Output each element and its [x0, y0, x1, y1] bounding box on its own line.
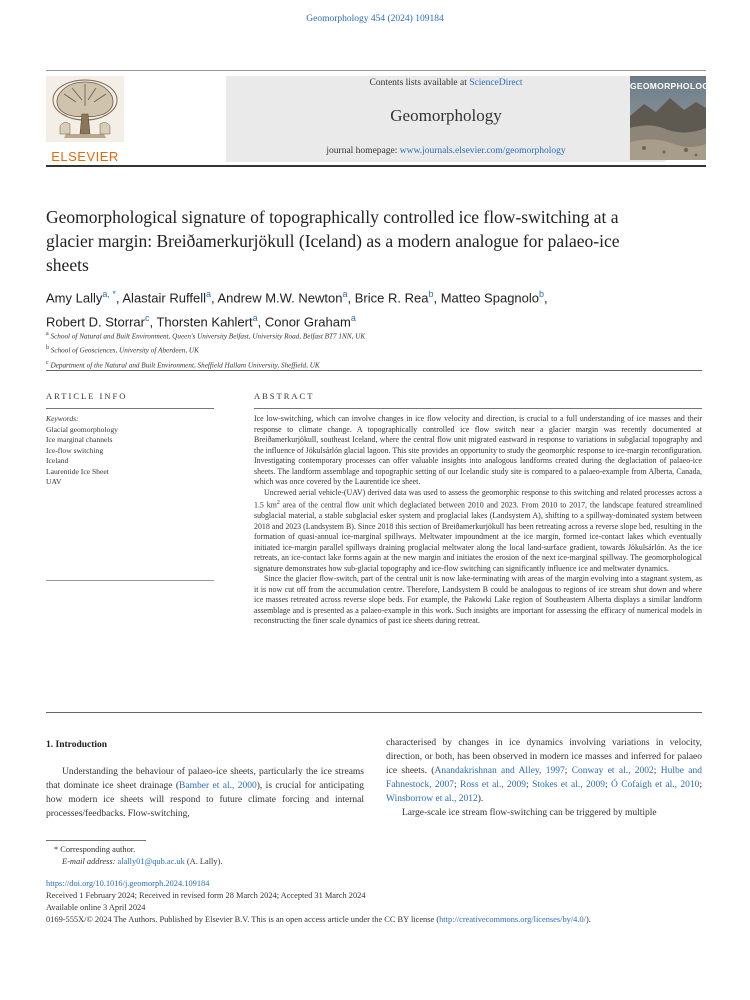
keywords-label: Keywords:	[46, 414, 79, 423]
journal-banner	[226, 76, 666, 162]
body-text: ;	[699, 780, 703, 790]
affiliation-text: School of Natural and Built Environment, Queen's University Belfast, University Road, Belfast BT7 1NN, UK	[50, 332, 366, 341]
body-paragraph	[386, 736, 702, 806]
author-separator: ,	[210, 290, 218, 306]
affiliation-marker[interactable]: a	[252, 313, 258, 324]
body-text: ), is crucial for anticipating how modern ice sheets will respond to future climate forcing and internal processes/feedbacks. Flow-switching,	[46, 781, 364, 819]
author-name[interactable]: Andrew M.W. Newton	[217, 290, 343, 306]
abstract-heading: ABSTRACT	[254, 391, 315, 401]
keyword: Laurentide Ice Sheet	[46, 466, 109, 476]
header-top-rule	[46, 70, 706, 71]
doi-link[interactable]: https://doi.org/10.1016/j.geomorph.2024.109184	[46, 879, 210, 888]
author-name[interactable]: Robert D. Storrar	[46, 314, 145, 330]
footnote-rule	[46, 840, 146, 841]
affiliation-label: c	[46, 359, 49, 366]
affiliation-item	[46, 328, 686, 342]
keywords-bottom-rule	[46, 580, 214, 581]
license-link[interactable]: http://creativecommons.org/licenses/by/4.0/	[439, 915, 586, 924]
citation-link[interactable]: Ross et al., 2009	[460, 780, 527, 790]
abstract-paragraph	[254, 488, 702, 575]
body-text: ;	[454, 780, 461, 790]
affiliation-text: Department of the Natural and Built Environment, Sheffield Hallam University, Sheffield, UK	[50, 361, 320, 370]
homepage-link[interactable]: www.journals.elsevier.com/geomorphology	[399, 146, 566, 156]
citation-link[interactable]: Bamber et al., 2000	[179, 781, 257, 791]
affiliation-marker[interactable]: a	[205, 289, 211, 299]
author-separator: ,	[347, 290, 355, 306]
affiliation-marker[interactable]: b	[539, 289, 545, 299]
abstract-text-span: Uncrewed aerial vehicle-(UAV) derived data was used to assess the geomorphic response to this switching and related processes across a 1.5 km	[254, 487, 702, 510]
article-title: Geomorphological signature of topographically controlled ice flow-switching at a glacier margin: Breiðamerkurjökull (Iceland) as a modern analogue for palaeo-ice sheets	[46, 207, 620, 275]
author-name[interactable]: Thorsten Kahlert	[156, 314, 253, 330]
affiliation-text: School of Geosciences, University of Aberdeen, UK	[50, 346, 199, 355]
body-text: ;	[604, 780, 611, 790]
email-label: E-mail address:	[62, 857, 118, 866]
homepage-line	[226, 146, 666, 156]
introduction-right-column	[386, 736, 702, 820]
superscript: 2	[276, 500, 280, 506]
citation-link[interactable]: Ó Cofaigh et al., 2010	[610, 780, 700, 790]
citation-link[interactable]: Anandakrishnan and Alley, 1997	[434, 766, 565, 776]
cover-title: GEOMORPHOLOGY	[630, 81, 716, 91]
body-paragraph: Large-scale ice stream flow-switching can be triggered by multiple	[402, 808, 657, 818]
body-paragraph	[46, 765, 364, 821]
author-separator: ,	[115, 290, 123, 306]
license-line	[46, 914, 706, 926]
author-name[interactable]: Amy Lally	[46, 290, 103, 306]
keyword: Glacial geomorphology	[46, 424, 118, 434]
author-separator: ,	[544, 290, 548, 306]
author-separator: ,	[149, 314, 157, 330]
body-text: characterised by changes in ice dynamics involving variations in velocity, direction, or both, has been observed in modern ice masses and inferred for palaeo ice sheets. (	[386, 738, 702, 776]
author-separator: ,	[257, 314, 265, 330]
journal-cover[interactable]	[630, 76, 716, 160]
keyword: Ice-flow switching	[46, 445, 104, 455]
abstract-text-span: area of the central flow unit which deglaciated between 2010 and 2023. From 2010 to 2017, the landscape featured streamlined subglacial material, a stable subglacial esker system and proglacial lakes (Landsystem A), shifting to a spillway-dominated system between 2018 and 2023 (Landsystem B). Since 2018 this section of Breiðamerkurjökull has been retreating across a reverse slope bed, resulting in the formation of quasi-annual ice-marginal spillways. Meltwater impoundment at the ice margin, formed ice-contact lakes which eventually initiated ice-margin parallel spillways draining proglacial meltwater along the local land-surface gradient, towards Jökulsárlón. As the ice retreats, an ice-contact lake forms again at the new margin and initiates the erosion of the next ice-marginal spillway. The geomorphological signature demonstrates how sub-glacial topography and ice-flow switching can significantly influence ice and meltwater dynamics.	[254, 500, 703, 573]
affiliation-label: b	[46, 345, 49, 352]
section-divider	[46, 370, 702, 371]
introduction-heading: 1. Introduction	[46, 740, 108, 750]
journal-name: Geomorphology	[390, 106, 502, 125]
abstract-paragraph: Ice low-switching, which can involve changes in ice flow velocity and direction, is crucial to a full understanding of ice masses and their response to climate change. A topographically controlled ice flow switch near a glacier margin was recently documented at Breiðamerkurjökull, southeast Iceland, where the central flow unit migrated eastward in response to variations in subglacial topography and the influence of Jökulsárlón glacial lagoon. This site provides an opportunity to study the geomorphic response to ice-margin reconfiguration. Investigating contemporary processes can offer valuable insights into analogous landforms created during the deglaciation of palaeo-ice sheets. The landform assemblage and topographic setting of our Icelandic study site is compared to a palaeo-example from Alberta, Canada, which was once covered by the Laurentide ice sheet.	[254, 414, 702, 486]
affiliation-item	[46, 342, 686, 356]
body-text: ;	[564, 766, 572, 776]
citation-link[interactable]: Conway et al., 2002	[571, 766, 654, 776]
tree-icon	[46, 76, 124, 142]
license-text: ).	[585, 915, 591, 924]
section-divider	[46, 712, 702, 713]
affiliation-item	[46, 357, 686, 371]
affiliation-marker[interactable]: a, *	[102, 289, 116, 299]
license-text: 0169-555X/© 2024 The Authors. Published by Elsevier B.V. This is an open access article under the CC BY license (	[46, 915, 440, 924]
homepage-prefix: journal homepage:	[326, 146, 400, 156]
body-text: ).	[477, 794, 484, 804]
affiliation-marker[interactable]: c	[144, 313, 150, 324]
email-suffix: (A. Lally).	[184, 857, 223, 866]
author-name[interactable]: Matteo Spagnolo	[440, 290, 539, 306]
citation-link[interactable]: Hulbe and Fahnestock, 2007	[386, 766, 703, 790]
citation-link[interactable]: Stokes et al., 2009	[532, 780, 605, 790]
sciencedirect-link[interactable]: ScienceDirect	[469, 78, 523, 88]
keyword: UAV	[46, 477, 62, 486]
article-info-rule	[46, 408, 214, 409]
body-text: ;	[526, 780, 533, 790]
citation-link[interactable]: Winsborrow et al., 2012	[386, 794, 478, 804]
abstract-text	[254, 414, 702, 627]
corresponding-author-note: * Corresponding author.	[54, 845, 136, 854]
keywords-block	[46, 414, 214, 488]
keyword: Ice marginal channels	[46, 435, 113, 444]
introduction-left-column	[46, 765, 364, 821]
affiliation-label: a	[46, 331, 49, 337]
email-link[interactable]: alally01@qub.ac.uk	[117, 857, 185, 866]
journal-header	[46, 70, 716, 165]
email-line	[46, 856, 364, 868]
affiliation-marker[interactable]: a	[350, 313, 356, 324]
author-name[interactable]: Alastair Ruffell	[122, 290, 206, 306]
received-dates: Received 1 February 2024; Received in revised form 28 March 2024; Accepted 31 March 2024	[46, 891, 366, 900]
online-date: Available online 3 April 2024	[46, 903, 146, 912]
contents-prefix: Contents lists available at	[369, 78, 470, 88]
abstract-paragraph: Since the glacier flow-switch, part of the central unit is now lake-terminating with areas of the margin evolving into a stagnant system, as it is now cut off from the accumulation centre. Therefore, Landsystem B could be analogous to regions of ice stream shut down and where ice masses retreated across reverse slope beds. For example, the Pakowki Lake region of Southeastern Alberta displays a similar landform assemblage and is presented as a palaeo-example in this work. Such insights are important for assessing the efficacy of numerical models in reconstructing the finer scale dynamics of past ice sheets during retreat.	[254, 574, 702, 626]
elsevier-logo[interactable]	[46, 76, 124, 164]
author-list	[46, 284, 686, 333]
body-text: ;	[653, 766, 661, 776]
contents-line	[226, 78, 666, 88]
header-bottom-rule	[46, 165, 706, 167]
author-name[interactable]: Conor Graham	[264, 314, 351, 330]
article-metadata	[46, 878, 706, 926]
footnote	[46, 844, 364, 868]
affiliation-marker[interactable]: b	[428, 289, 434, 299]
body-text: Understanding the behaviour of palaeo-ice sheets, particularly the ice streams that dominate ice sheet drainage (	[46, 767, 364, 791]
affiliation-marker[interactable]: a	[342, 289, 348, 299]
article-info-heading: ARTICLE INFO	[46, 391, 128, 401]
affiliations	[46, 328, 686, 371]
abstract-rule	[254, 408, 702, 409]
keyword: Iceland	[46, 456, 69, 465]
journal-reference[interactable]: Geomorphology 454 (2024) 109184	[306, 14, 444, 24]
publisher-name: ELSEVIER	[51, 149, 119, 164]
author-name[interactable]: Brice R. Rea	[354, 290, 429, 306]
author-separator: ,	[433, 290, 441, 306]
